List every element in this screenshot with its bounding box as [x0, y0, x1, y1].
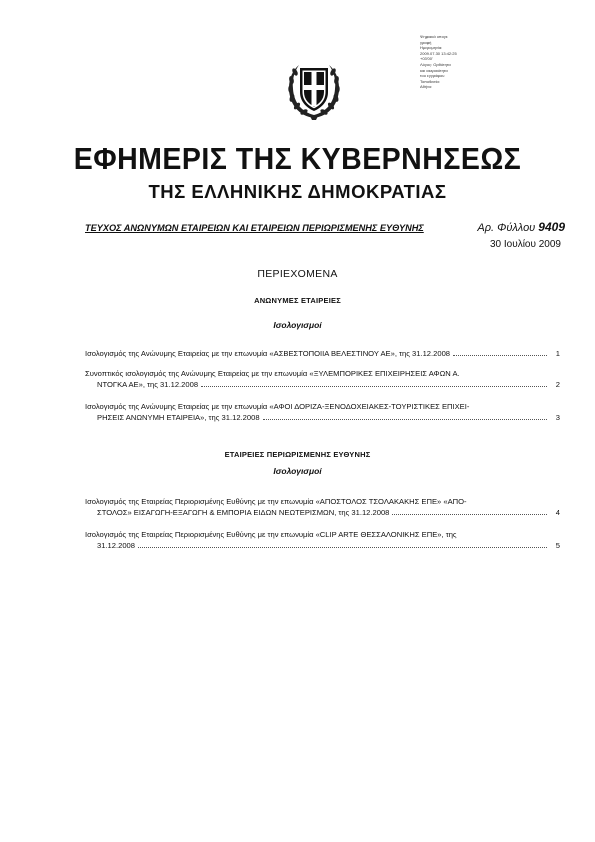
sheet-number-block — [477, 220, 565, 234]
stamp-line: Ψηφιακά υπογε — [420, 34, 448, 39]
toc-entry-text: 31.12.2008 — [97, 541, 136, 550]
toc-entry-text: Ισολογισμός της Εταιρείας Περιορισμένης Ευθύνης με την επωνυμία «ΑΠΟΣΤΟΛΟΣ ΤΣΟΛΑΚΑΚΗΣ ΕΠΕ» «ΑΠΟ- — [85, 497, 467, 506]
stamp-line: Αθήνα — [420, 84, 432, 90]
stamp-line: και ακεραιότητα — [420, 67, 448, 73]
section-title: ΕΤΑΙΡΕΙΕΣ ΠΕΡΙΩΡΙΣΜΕΝΗΣ ΕΥΘΥΝΗΣ — [224, 450, 371, 459]
toc-entry-text: Ισολογισμός της Εταιρείας Περιορισμένης Ευθύνης με την επωνυμία «CLIP ARTE ΘΕΣΣΑΛΟΝΙΚΗΣ ΕΠΕ», της — [85, 530, 457, 539]
contents-heading: ΠΕΡΙΕΧΟΜΕΝΑ — [257, 268, 338, 280]
gazette-title: ΕΦΗΜΕΡΙΣ ΤΗΣ ΚΥΒΕΡΝΗΣΕΩΣ — [73, 141, 522, 176]
toc-entry-text: Συνοπτικός ισολογισμός της Ανώνυμης Εταιρείας με την επωνυμία «ΞΥΛΕΜΠΟΡΙΚΕΣ ΕΠΙΧΕΙΡΗΣΕΙΣ ΑΦΩΝ Α. — [85, 369, 460, 378]
issue-header — [85, 220, 565, 234]
leader-dots — [263, 419, 547, 420]
leader-dots — [392, 514, 547, 515]
stamp-line: γραφή — [420, 39, 432, 45]
leader-dots — [201, 386, 547, 387]
toc-entry[interactable] — [85, 496, 560, 518]
section-subtitle: Ισολογισμοί — [273, 320, 322, 330]
toc-entry[interactable] — [85, 401, 560, 423]
coat-of-arms-icon — [283, 58, 345, 122]
stamp-line: Τοποθεσία: — [420, 78, 440, 84]
leader-dots — [453, 355, 547, 356]
section-subtitle: Ισολογισμοί — [273, 466, 322, 476]
toc-entry[interactable] — [85, 529, 560, 551]
toc-entry-text: Ισολογισμός της Ανώνυμης Εταιρείας με την επωνυμία «ΑΣΒΕΣΤΟΠΟΙΙΑ ΒΕΛΕΣΤΙΝΟΥ ΑΕ», της 31.12.2008 — [85, 349, 451, 358]
digital-signature-stamp — [420, 34, 510, 90]
stamp-line: +03'00' — [420, 56, 433, 62]
sheet-number: 9409 — [538, 220, 565, 234]
toc-entry-text: Ισολογισμός της Ανώνυμης Εταιρείας με την επωνυμία «ΑΦΟΙ ΔΟΡΙΖΑ-ΞΕΝΟΔΟΧΕΙΑΚΕΣ-ΤΟΥΡΙΣΤΙΚΕΣ ΕΠΙΧΕΙ- — [85, 402, 470, 411]
section-title: ΑΝΩΝΥΜΕΣ ΕΤΑΙΡΕΙΕΣ — [254, 296, 341, 305]
leader-dots — [138, 547, 547, 548]
toc-page-number: 2 — [555, 380, 560, 389]
issue-type: ΤΕΥΧΟΣ ΑΝΩΝΥΜΩΝ ΕΤΑΙΡΕΙΩΝ ΚΑΙ ΕΤΑΙΡΕΙΩΝ ΠΕΡΙΩΡΙΣΜΕΝΗΣ ΕΥΘΥΝΗΣ — [85, 223, 424, 233]
toc-entry-text: ΡΗΣΕΙΣ ΑΝΩΝΥΜΗ ΕΤΑΙΡΕΙΑ», της 31.12.2008 — [97, 413, 260, 422]
sheet-label: Αρ. Φύλλου — [477, 222, 536, 234]
stamp-line: του εγγράφου — [420, 73, 445, 79]
toc-page-number: 3 — [555, 413, 560, 422]
toc-page-number: 1 — [555, 349, 560, 358]
issue-date: 30 Ιουλίου 2009 — [490, 239, 561, 250]
stamp-line: Λόγος: Ορθότητα — [420, 61, 451, 67]
toc-entry-text: ΣΤΟΛΟΣ» ΕΙΣΑΓΩΓΗ-ΕΞΑΓΩΓΗ & ΕΜΠΟΡΙΑ ΕΙΔΩΝ ΝΕΩΤΕΡΙΣΜΩΝ, της 31.12.2008 — [97, 508, 390, 517]
toc-entry[interactable] — [85, 368, 560, 390]
stamp-line: 2009.07.30 13:42:25 — [420, 50, 457, 56]
toc-entry-text: ΝΤΟΓΚΑ ΑΕ», της 31.12.2008 — [97, 380, 199, 389]
stamp-line: Ημερομηνία: — [420, 45, 443, 51]
gazette-subtitle: ΤΗΣ ΕΛΛΗΝΙΚΗΣ ΔΗΜΟΚΡΑΤΙΑΣ — [148, 181, 447, 202]
toc-entry[interactable] — [85, 348, 560, 359]
toc-page-number: 4 — [555, 508, 560, 517]
toc-page-number: 5 — [555, 541, 560, 550]
